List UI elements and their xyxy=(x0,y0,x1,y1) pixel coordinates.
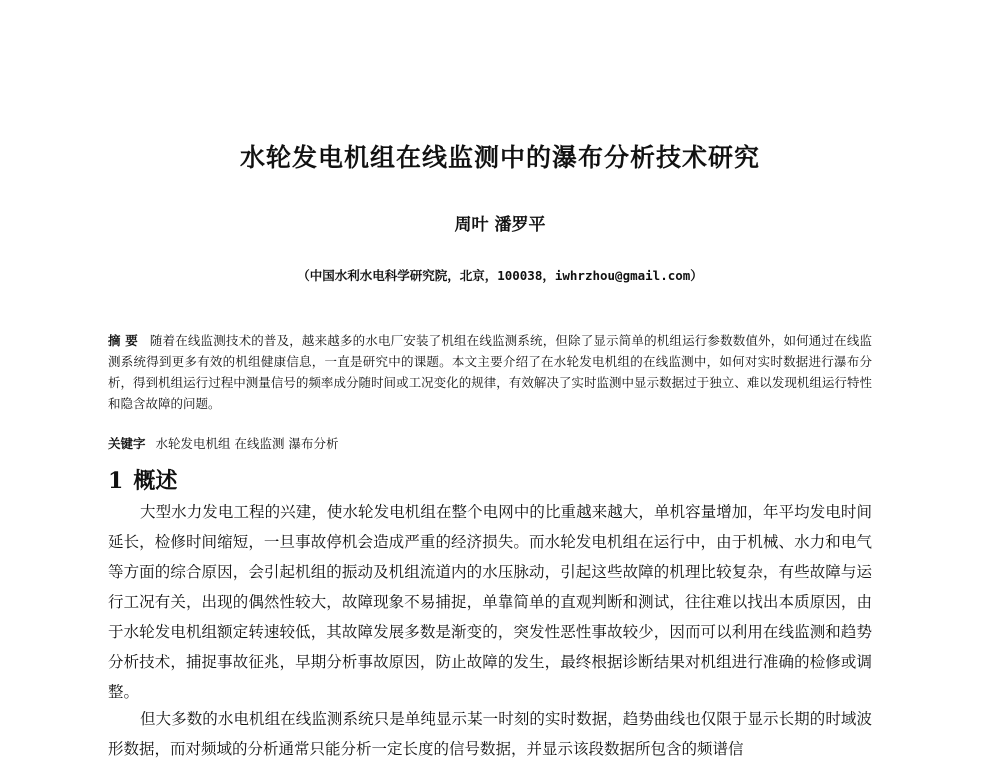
author-affiliation: （中国水利水电科学研究院，北京，100038，iwhrzhou@gmail.com） xyxy=(297,268,703,283)
author-list: 周叶 潘罗平 xyxy=(454,215,546,235)
section-number: 1 xyxy=(108,468,124,494)
body-paragraph: 大型水力发电工程的兴建，使水轮发电机组在整个电网中的比重越来越大，单机容量增加，年平均发电时间延长，检修时间缩短，一旦事故停机会造成严重的经济损失。而水轮发电机组在运行中，由于机械、水力和电气等方面的综合原因，会引起机组的振动及机组流道内的水压脉动，引起这些故障的机理比较复杂，有些故障与运行工况有关，出现的偶然性较大，故障现象不易捕捉，单靠简单的直观判断和测试，往往难以找出本质原因，由于水轮发电机组额定转速较低，其故障发展多数是渐变的，突发性恶性事故较少，因而可以利用在线监测和趋势分析技术，捕捉事故征兆，早期分析事故原因，防止故障的发生，最终根据诊断结果对机组进行准确的检修或调整。 xyxy=(108,503,872,701)
abstract-text: 随着在线监测技术的普及，越来越多的水电厂安装了机组在线监测系统，但除了显示简单的机组运行参数数值外，如何通过在线监测系统得到更多有效的机组健康信息，一直是研究中的课题。本文主要介绍了在水轮发电机组的在线监测中，如何对实时数据进行瀑布分析，得到机组运行过程中测量信号的频率成分随时间或工况变化的规律，有效解决了实时监测中显示数据过于独立、难以发现机组运行特性和隐含故障的问题。 xyxy=(108,333,872,411)
section-title: 概述 xyxy=(133,468,178,494)
paper-title: 水轮发电机组在线监测中的瀑布分析技术研究 xyxy=(239,143,760,172)
body-paragraph: 但大多数的水电机组在线监测系统只是单纯显示某一时刻的实时数据，趋势曲线也仅限于显示长期的时域波形数据，而对频域的分析通常只能分析一定长度的信号数据，并显示该段数据所包含的频谱信 xyxy=(108,710,872,758)
abstract xyxy=(108,330,872,414)
section-heading xyxy=(108,464,177,495)
keywords-text: 水轮发电机组 在线监测 瀑布分析 xyxy=(155,436,339,451)
keywords xyxy=(108,434,872,454)
abstract-label: 摘 要 xyxy=(108,333,138,348)
keywords-label: 关键字 xyxy=(108,436,146,451)
